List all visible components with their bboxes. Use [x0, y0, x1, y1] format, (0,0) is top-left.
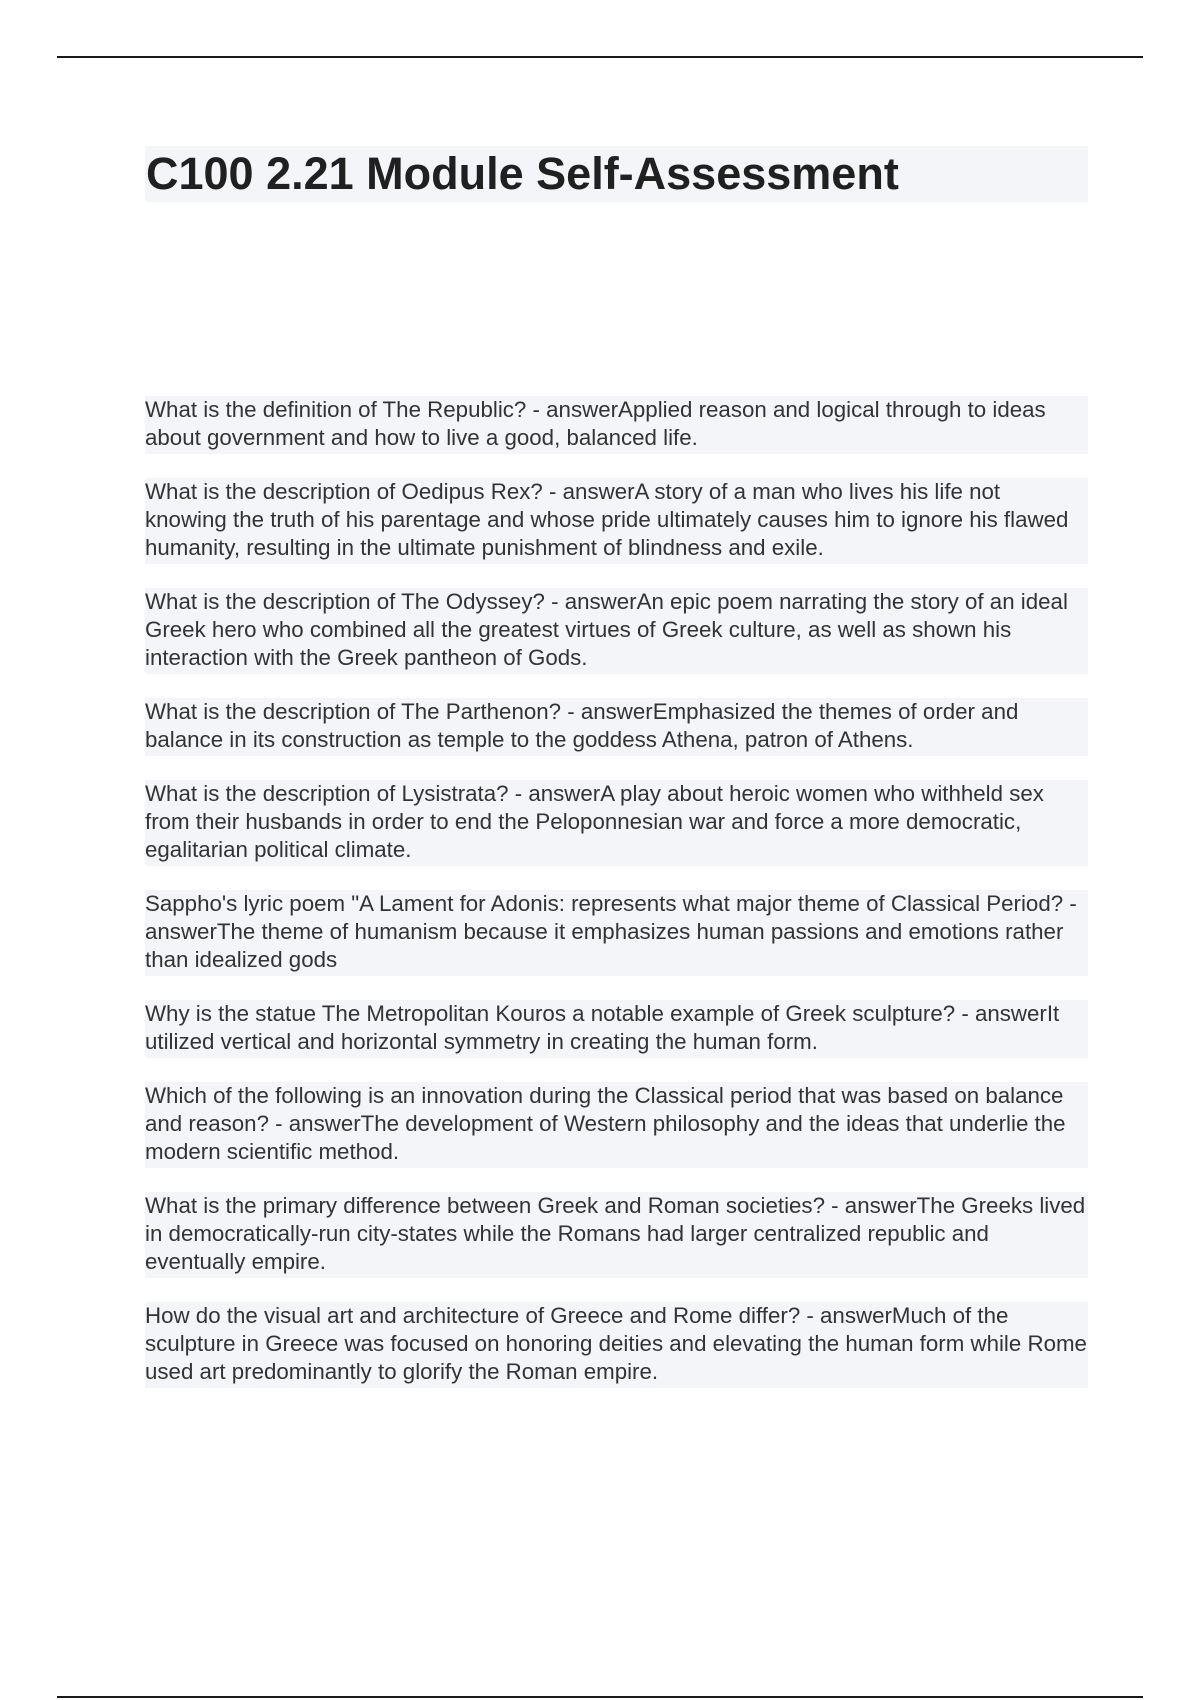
- qa-item: [145, 698, 1088, 780]
- qa-item: [145, 396, 1088, 478]
- qa-text: What is the description of The Odyssey? - answerAn epic poem narrating the story of an ideal Greek hero who combined all the greatest virtues of Greek culture, as well as shown his interaction with the Greek pantheon of Gods.: [145, 588, 1088, 674]
- qa-list: [145, 396, 1088, 1412]
- qa-text: What is the description of Oedipus Rex? - answerA story of a man who lives his life not knowing the truth of his parentage and whose pride ultimately causes him to ignore his flawed humanity, resulting in the ultimate punishment of blindness and exile.: [145, 478, 1088, 564]
- qa-item: [145, 478, 1088, 588]
- qa-item: [145, 1302, 1088, 1412]
- qa-item: [145, 780, 1088, 890]
- qa-text: Sappho's lyric poem "A Lament for Adonis: represents what major theme of Classical Period? - answerThe theme of humanism because it emphasizes human passions and emotions rather than idealized gods: [145, 890, 1088, 976]
- qa-text: What is the description of Lysistrata? - answerA play about heroic women who withheld sex from their husbands in order to end the Peloponnesian war and force a more democratic, egalitarian political climate.: [145, 780, 1088, 866]
- qa-item: [145, 1192, 1088, 1302]
- qa-text: What is the primary difference between Greek and Roman societies? - answerThe Greeks lived in democratically-run city-states while the Romans had larger centralized republic and eventually empire.: [145, 1192, 1088, 1278]
- qa-text: Which of the following is an innovation during the Classical period that was based on balance and reason? - answerThe development of Western philosophy and the ideas that underlie the modern scientific method.: [145, 1082, 1088, 1168]
- page-title: C100 2.21 Module Self-Assessment: [146, 148, 899, 199]
- top-rule: [57, 56, 1143, 58]
- qa-item: [145, 890, 1088, 1000]
- qa-text: What is the definition of The Republic? - answerApplied reason and logical through to ideas about government and how to live a good, balanced life.: [145, 396, 1088, 454]
- bottom-rule: [57, 1696, 1143, 1698]
- qa-text: Why is the statue The Metropolitan Kouros a notable example of Greek sculpture? - answerIt utilized vertical and horizontal symmetry in creating the human form.: [145, 1000, 1088, 1058]
- qa-item: [145, 588, 1088, 698]
- qa-text: What is the description of The Parthenon? - answerEmphasized the themes of order and balance in its construction as temple to the goddess Athena, patron of Athens.: [145, 698, 1088, 756]
- qa-text: How do the visual art and architecture of Greece and Rome differ? - answerMuch of the sculpture in Greece was focused on honoring deities and elevating the human form while Rome used art predominantly to glorify the Roman empire.: [145, 1302, 1088, 1388]
- qa-item: [145, 1000, 1088, 1082]
- qa-item: [145, 1082, 1088, 1192]
